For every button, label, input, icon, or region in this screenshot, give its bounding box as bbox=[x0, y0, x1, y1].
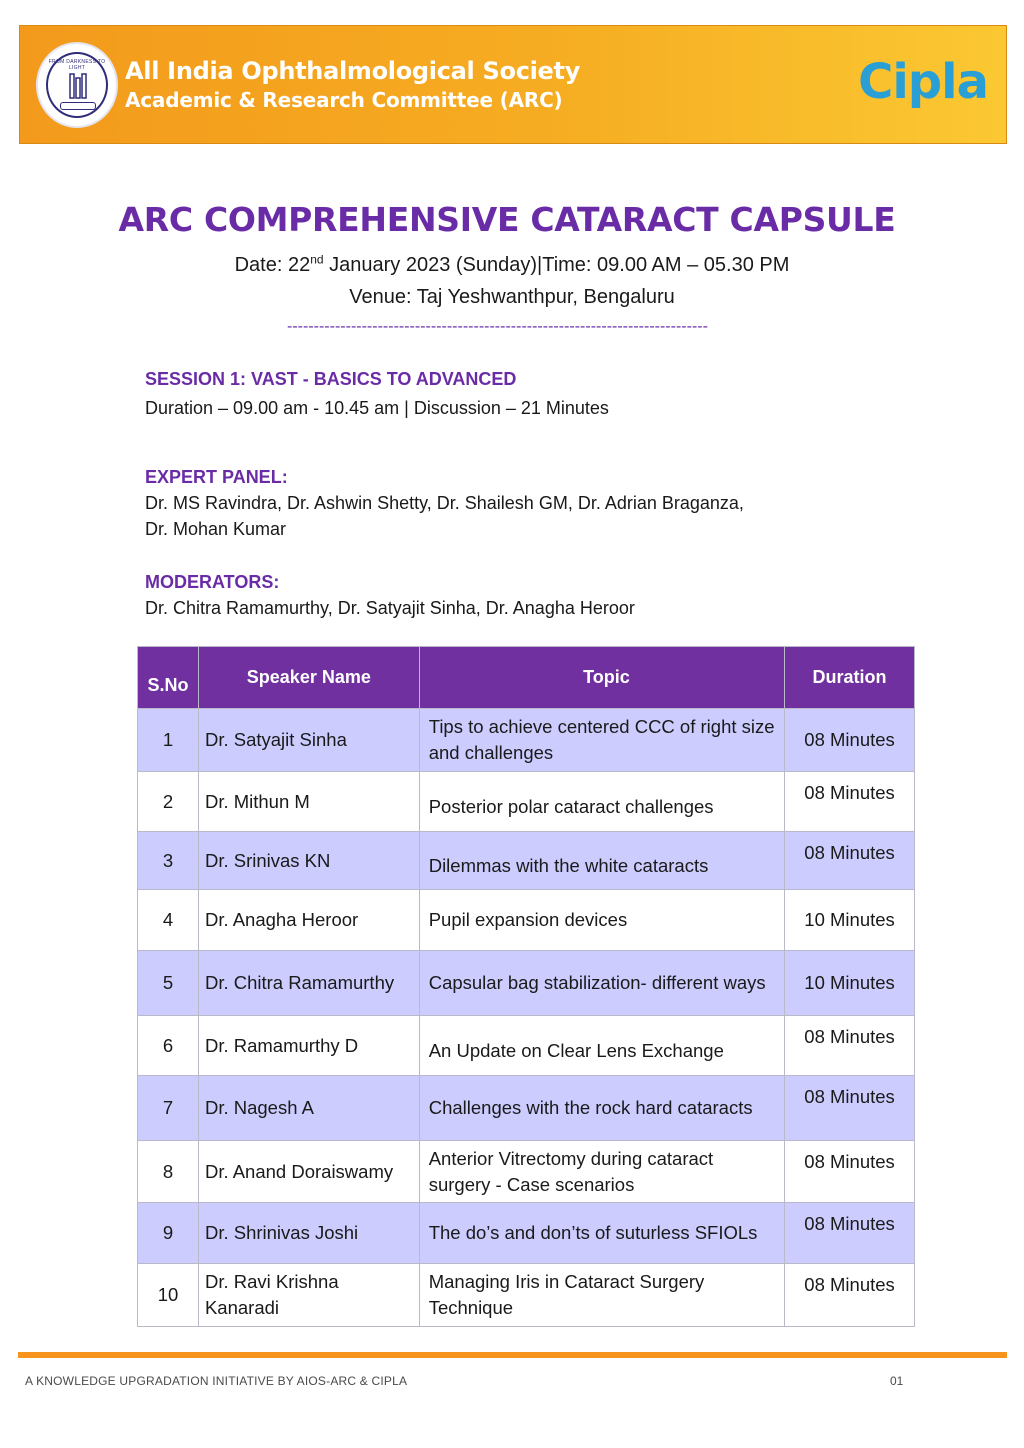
page-title: ARC COMPREHENSIVE CATARACT CAPSULE bbox=[118, 200, 896, 239]
row-speaker: Dr. Nagesh A bbox=[198, 1076, 419, 1141]
org-committee: Academic & Research Committee (ARC) bbox=[125, 88, 563, 112]
org-name: All India Ophthalmological Society bbox=[125, 57, 581, 85]
moderators-list: Dr. Chitra Ramamurthy, Dr. Satyajit Sinha, Dr. Anagha Heroor bbox=[145, 598, 635, 618]
row-duration: 08 Minutes bbox=[785, 1076, 915, 1141]
header-banner bbox=[19, 25, 1007, 144]
row-sno: 9 bbox=[138, 1203, 199, 1264]
row-topic: The do’s and don’ts of suturless SFIOLs bbox=[419, 1203, 784, 1264]
session-title: SESSION 1: VAST - BASICS TO ADVANCED bbox=[145, 369, 517, 389]
row-speaker: Dr. Satyajit Sinha bbox=[198, 709, 419, 772]
expert-panel-line-2: Dr. Mohan Kumar bbox=[145, 519, 287, 539]
table-row bbox=[138, 832, 915, 890]
row-topic: Managing Iris in Cataract Surgery Technique bbox=[419, 1264, 784, 1327]
row-topic: Anterior Vitrectomy during cataract surgery - Case scenarios bbox=[419, 1141, 784, 1203]
row-sno: 7 bbox=[138, 1076, 199, 1141]
divider: ------------------------------------------------------------------------------- bbox=[287, 318, 708, 335]
row-topic: Dilemmas with the white cataracts bbox=[419, 832, 784, 890]
torch-icon bbox=[67, 72, 89, 100]
row-duration: 08 Minutes bbox=[785, 1141, 915, 1203]
row-speaker: Dr. Shrinivas Joshi bbox=[198, 1203, 419, 1264]
row-speaker: Dr. Ramamurthy D bbox=[198, 1016, 419, 1076]
cipla-logo: Cipla bbox=[858, 54, 988, 110]
row-speaker: Dr. Ravi Krishna Kanaradi bbox=[198, 1264, 419, 1327]
row-sno: 2 bbox=[138, 772, 199, 832]
table-row bbox=[138, 1264, 915, 1327]
row-topic: Capsular bag stabilization- different ways bbox=[419, 951, 784, 1016]
row-speaker: Dr. Anand Doraiswamy bbox=[198, 1141, 419, 1203]
row-duration: 08 Minutes bbox=[785, 1264, 915, 1327]
row-topic: Posterior polar cataract challenges bbox=[419, 772, 784, 832]
row-sno: 4 bbox=[138, 890, 199, 951]
row-topic: Pupil expansion devices bbox=[419, 890, 784, 951]
row-topic: Challenges with the rock hard cataracts bbox=[419, 1076, 784, 1141]
header-topic: Topic bbox=[419, 647, 784, 709]
row-sno: 10 bbox=[138, 1264, 199, 1327]
date-suffix: January 2023 (Sunday)|Time: 09.00 AM – 05.30 PM bbox=[323, 254, 790, 276]
expert-panel-heading: EXPERT PANEL: bbox=[145, 467, 288, 487]
footer-divider bbox=[18, 1352, 1007, 1358]
row-speaker: Dr. Mithun M bbox=[198, 772, 419, 832]
row-topic: An Update on Clear Lens Exchange bbox=[419, 1016, 784, 1076]
row-sno: 8 bbox=[138, 1141, 199, 1203]
aios-seal-ring bbox=[46, 52, 108, 118]
table-row bbox=[138, 709, 915, 772]
row-sno: 6 bbox=[138, 1016, 199, 1076]
table-row bbox=[138, 772, 915, 832]
row-speaker: Dr. Srinivas KN bbox=[198, 832, 419, 890]
table-row bbox=[138, 1203, 915, 1264]
row-duration: 10 Minutes bbox=[785, 890, 915, 951]
date-ordinal: nd bbox=[310, 252, 324, 267]
event-venue: Venue: Taj Yeshwanthpur, Bengaluru bbox=[349, 286, 675, 308]
row-speaker: Dr. Chitra Ramamurthy bbox=[198, 951, 419, 1016]
header-duration: Duration bbox=[785, 647, 915, 709]
row-sno: 1 bbox=[138, 709, 199, 772]
aios-logo bbox=[36, 42, 118, 128]
row-topic: Tips to achieve centered CCC of right size and challenges bbox=[419, 709, 784, 772]
table-row bbox=[138, 1076, 915, 1141]
seal-ribbon bbox=[60, 102, 96, 110]
table-header-row bbox=[138, 647, 915, 709]
row-sno: 3 bbox=[138, 832, 199, 890]
row-sno: 5 bbox=[138, 951, 199, 1016]
row-duration: 08 Minutes bbox=[785, 1016, 915, 1076]
page-number: 01 bbox=[890, 1374, 904, 1388]
seal-motto: FROM DARKNESS TO LIGHT bbox=[48, 59, 106, 71]
row-duration: 08 Minutes bbox=[785, 709, 915, 772]
schedule-table bbox=[137, 646, 915, 1327]
table-row bbox=[138, 1141, 915, 1203]
table-row bbox=[138, 1016, 915, 1076]
table-row bbox=[138, 890, 915, 951]
expert-panel-line-1: Dr. MS Ravindra, Dr. Ashwin Shetty, Dr. Shailesh GM, Dr. Adrian Braganza, bbox=[145, 493, 744, 513]
footer-tagline: A KNOWLEDGE UPGRADATION INITIATIVE BY AIOS-ARC & CIPLA bbox=[25, 1374, 408, 1388]
session-duration: Duration – 09.00 am - 10.45 am | Discussion – 21 Minutes bbox=[145, 398, 609, 418]
table-row bbox=[138, 951, 915, 1016]
row-duration: 08 Minutes bbox=[785, 1203, 915, 1264]
header-speaker: Speaker Name bbox=[198, 647, 419, 709]
date-prefix: Date: 22 bbox=[234, 254, 311, 276]
row-speaker: Dr. Anagha Heroor bbox=[198, 890, 419, 951]
moderators-heading: MODERATORS: bbox=[145, 572, 280, 592]
row-duration: 08 Minutes bbox=[785, 772, 915, 832]
header-sno: S.No bbox=[138, 647, 199, 709]
row-duration: 10 Minutes bbox=[785, 951, 915, 1016]
row-duration: 08 Minutes bbox=[785, 832, 915, 890]
event-date-time bbox=[0, 254, 1024, 277]
